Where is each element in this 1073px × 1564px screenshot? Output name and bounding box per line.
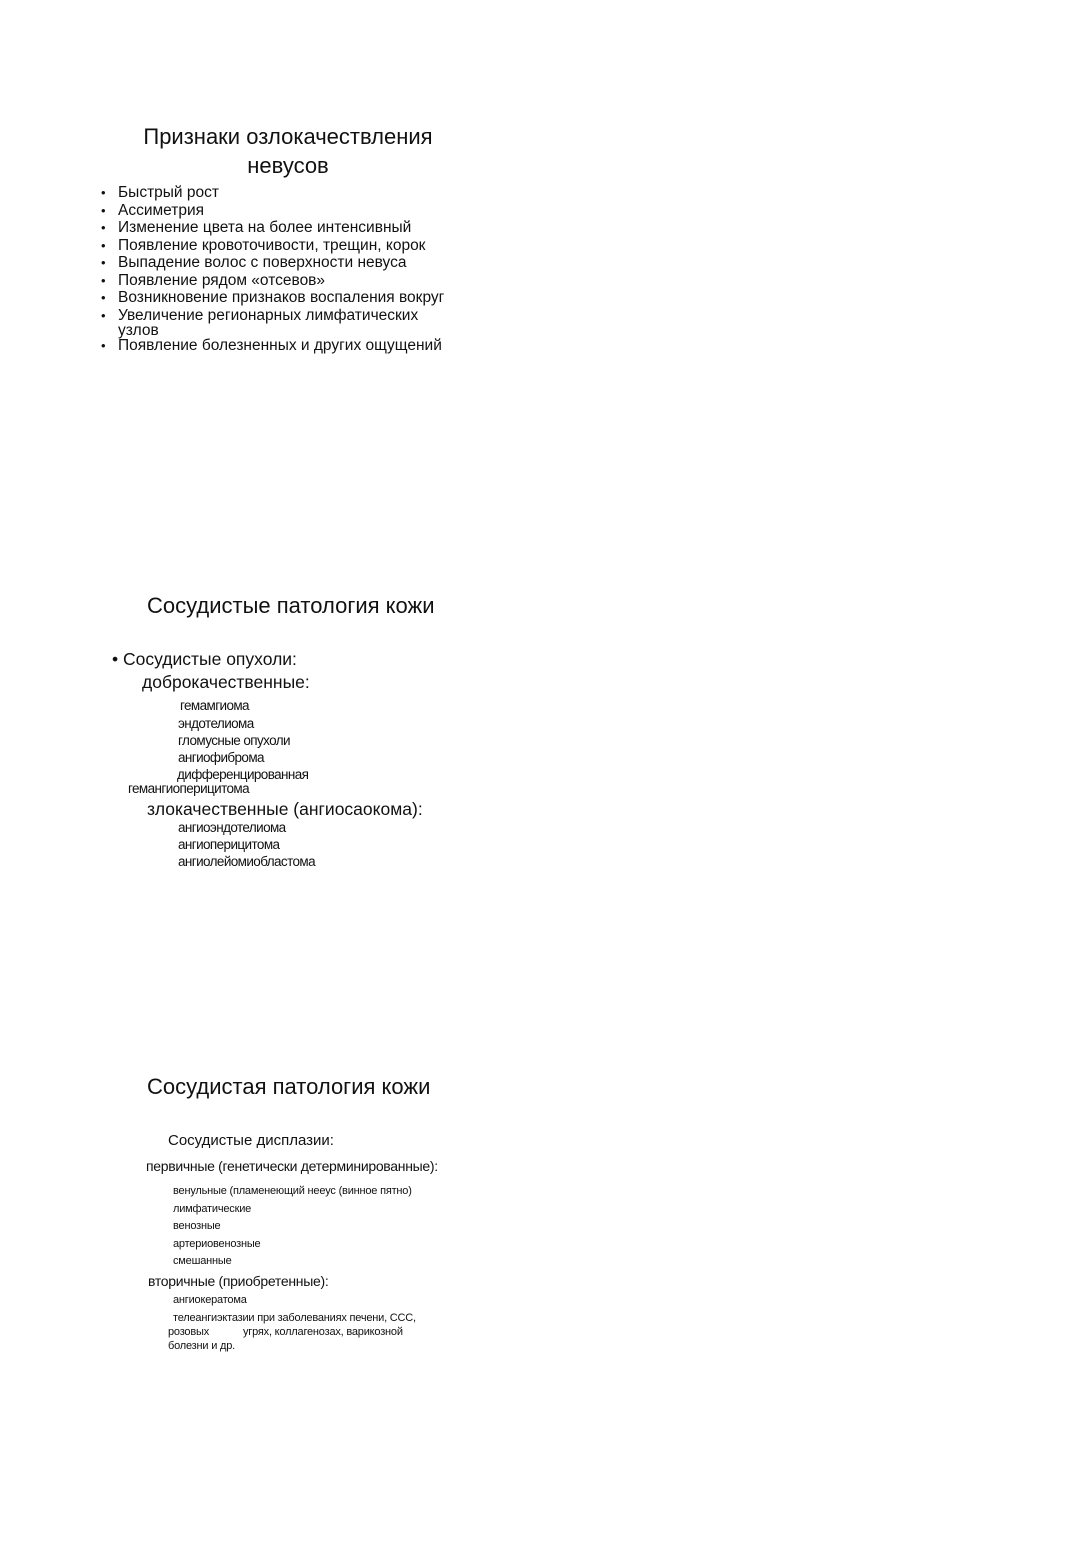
list-item-wrap: гемангиоперицитома xyxy=(128,781,250,796)
list-item xyxy=(101,184,444,202)
list-item: телеангиэктазии при заболеваниях печени, ССС, xyxy=(173,1312,416,1324)
list-item: ангиоперицитома xyxy=(178,837,280,852)
bullet-icon: • xyxy=(101,202,106,218)
list-item: ангиолейомиобластома xyxy=(178,854,315,869)
list-item-wrap: угрях, коллагенозах, варикозной xyxy=(243,1326,403,1338)
bullet-icon: • xyxy=(101,255,106,270)
list-item-wrap-text: узлов xyxy=(118,322,159,339)
list-item-wrap: болезни и др. xyxy=(168,1340,235,1352)
bullet-icon: • xyxy=(101,338,106,353)
list-item-text: Появление болезненных и других ощущений xyxy=(118,337,442,354)
list-item xyxy=(101,219,444,237)
list-item xyxy=(101,272,444,290)
list-item xyxy=(101,202,444,220)
list-item-text: Быстрый рост xyxy=(118,184,219,201)
slide2-malignant-heading: злокачественные (ангиосаокома): xyxy=(147,799,423,819)
list-item-text: Появление рядом «отсевов» xyxy=(118,271,326,289)
list-item: гемамгиома xyxy=(180,698,249,713)
slide3-secondary-heading: вторичные (приобретенные): xyxy=(148,1273,329,1289)
list-item: лимфатические xyxy=(173,1203,252,1215)
list-item: смешанные xyxy=(173,1255,232,1267)
list-item: венульные (пламенеющий неeус (винное пятно) xyxy=(173,1185,412,1197)
bullet-icon: • xyxy=(101,220,106,235)
slide2-title: Сосудистые патология кожи xyxy=(147,593,435,618)
slide1-title-line2: невусов xyxy=(247,153,329,178)
list-item xyxy=(101,307,444,338)
list-item-text: Возникновение признаков воспаления вокруг xyxy=(118,289,445,306)
slide2-bullet-heading: • Сосудистые опухоли: xyxy=(112,649,297,669)
list-item-wrap: розовых xyxy=(168,1326,209,1338)
list-item-text: Появление кровоточивости, трещин, корок xyxy=(118,236,426,254)
bullet-icon: • xyxy=(101,290,106,305)
list-item: эндотелиома xyxy=(178,716,254,731)
list-item: гломусные опухоли xyxy=(178,733,290,748)
list-item-text: Ассиметрия xyxy=(118,201,205,219)
list-item-text: Увеличение регионарных лимфатических xyxy=(118,306,419,324)
bullet-icon: • xyxy=(101,185,106,200)
list-item: дифференцированная xyxy=(177,767,309,782)
list-item xyxy=(101,289,444,307)
slide3-primary-heading: первичные (генетически детерминированные): xyxy=(146,1158,438,1174)
list-item xyxy=(101,237,444,255)
list-item: ангиоэндотелиома xyxy=(178,820,286,835)
slide1-bullet-list xyxy=(101,184,444,355)
slide3-heading: Сосудистые дисплазии: xyxy=(168,1132,334,1149)
list-item: ангиофиброма xyxy=(178,750,264,765)
slide3-title: Сосудистая патология кожи xyxy=(147,1074,431,1099)
slide1-title-line1: Признаки озлокачествления xyxy=(143,124,433,149)
list-item: артериовенозные xyxy=(173,1238,261,1250)
list-item xyxy=(101,254,444,272)
bullet-icon: • xyxy=(101,307,106,323)
list-item-text: Выпадение волос с поверхности невуса xyxy=(118,254,407,271)
list-item: венозные xyxy=(173,1220,221,1232)
list-item xyxy=(101,337,444,355)
list-item: ангиокератома xyxy=(173,1294,247,1306)
slide2-benign-heading: доброкачественные: xyxy=(142,672,310,692)
list-item-text: Изменение цвета на более интенсивный xyxy=(118,219,412,236)
bullet-icon: • xyxy=(101,237,106,253)
bullet-icon: • xyxy=(101,272,106,288)
